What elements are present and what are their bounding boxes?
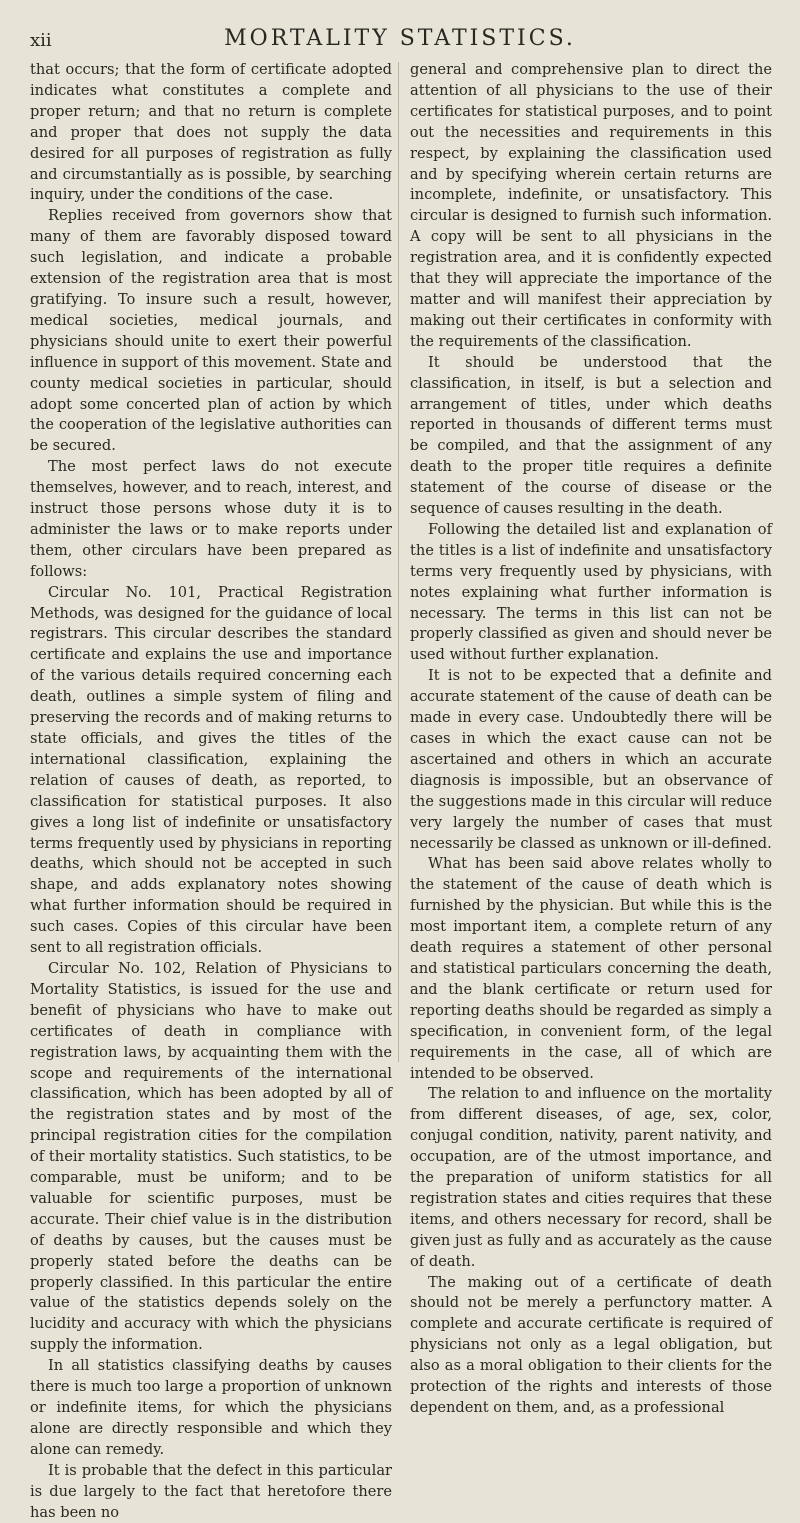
right-column [410, 60, 772, 1419]
paragraph: Circular No. 101, Practical Registration Methods, was designed for the guidance of local registrars. This circular describes the standard certificate and explains the use and importance of the various details required concerning each death, outlines a simple system of filing and preserving the records and of making returns to state officials, and gives the titles of the international classification, explaining the relation of causes of death, as reported, to classification for statistical purposes. It also gives a long list of indefinite or unsatisfactory terms frequently used by physicians in reporting deaths, which should not be accepted in such shape, and adds explanatory notes showing what further information should be required in such cases. Copies of this circular have been sent to all registration officials. [30, 583, 392, 957]
paragraph: It is not to be expected that a definite and accurate statement of the cause of death can be made in every case. Undoubtedly there will be cases in which the exact cause can not be ascertained and others in which an accurate diagnosis is impossible, but an observance of the suggestions made in this circular will reduce very largely the number of cases that must necessarily be classed as unknown or ill-defined. [410, 667, 772, 852]
running-title: MORTALITY STATISTICS. [224, 26, 576, 51]
paragraph: What has been said above relates wholly to the statement of the cause of death which is furnished by the physician. But while this is the most important item, a complete return of any death requires a statement of other personal and statistical particulars concerning the death, and the blank certificate or return used for reporting deaths should be regarded as simply a specification, in convenient form, of the legal requirements in the case, all of which are intended to be observed. [410, 855, 772, 1082]
left-column [30, 60, 392, 1523]
page-header [0, 16, 800, 56]
paragraph: The making out of a certificate of death should not be merely a perfunctory matter. A complete and accurate certificate is required of physicians not only as a legal obligation, but also as a moral obligation to their clients for the protection of the rights and interests of those dependent on them, and, as a professional [410, 1273, 772, 1416]
paragraph: Circular No. 102, Relation of Physicians to Mortality Statistics, is issued for the use and benefit of physicians who have to make out certificates of death in compliance with registration laws, by acquainting them with the scope and requirements of the international classification, which has been adopted by all of the registration states and by most of the principal registration cities for the compilation of their mortality statistics. Such statistics, to be comparable, must be uniform; and to be valuable for scientific purposes, must be accurate. Their chief value is in the distribution of deaths by causes, but the causes must be properly stated before the deaths can be properly classified. In this particular the entire value of the statistics depends solely on the lucidity and accuracy with which the physicians supply the information. [30, 959, 392, 1354]
paragraph: The most perfect laws do not execute themselves, however, and to reach, interest, and instruct those persons whose duty it is to administer the laws or to make reports under them, other circulars have been prepared as follows: [30, 458, 392, 580]
paragraph: that occurs; that the form of certificate adopted indicates what constitutes a complete and proper return; and that no return is complete and proper that does not supply the data desired for all purposes of registration as fully and circumstantially as is possible, by searching inquiry, under the conditions of the case. [30, 61, 392, 204]
paragraph: general and comprehensive plan to direct the attention of all physicians to the use of their certificates for statistical purposes, and to point out the necessities and requirements in this respect, by explaining the classification used and by specifying wherein certain returns are incomplete, indefinite, or unsatisfactory. This circular is designed to furnish such information. A copy will be sent to all physicians in the registration area, and it is confidently expected that they will appreciate the importance of the matter and will manifest their appreciation by making out their certificates in conformity with the requirements of the classification. [410, 61, 772, 350]
column-divider [398, 62, 399, 1062]
paragraph: Replies received from governors show that many of them are favorably disposed toward such legislation, and indicate a probable extension of the registration area that is most gratifying. To insure such a result, however, medical societies, medical journals, and physicians should unite to exert their powerful influence in support of this movement. State and county medical societies in particular, should adopt some concerted plan of action by which the cooperation of the legislative authorities can be secured. [30, 207, 392, 455]
paragraph: In all statistics classifying deaths by causes there is much too large a proportion of unknown or indefinite items, for which the physicians alone are directly responsible and which they alone can remedy. [30, 1357, 392, 1458]
page-number: xii [30, 30, 52, 51]
paragraph: It should be understood that the classification, in itself, is but a selection and arrangement of titles, under which deaths reported in thousands of different terms must be compiled, and that the assignment of any death to the proper title requires a definite statement of the course of disease or the sequence of causes resulting in the death. [410, 353, 772, 518]
paragraph: Following the detailed list and explanation of the titles is a list of indefinite and unsatisfactory terms very frequently used by physicians, with notes explaining what further information is necessary. The terms in this list can not be properly classified as given and should never be used without further explanation. [410, 520, 772, 664]
paragraph: It is probable that the defect in this particular is due largely to the fact that heretofore there has been no [30, 1461, 392, 1521]
paragraph: The relation to and influence on the mortality from different diseases, of age, sex, color, conjugal condition, nativity, parent nativity, and occupation, are of the utmost importance, and the preparation of uniform statistics for all registration states and cities requires that these items, and others necessary for record, shall be given just as fully and as accurately as the cause of death. [410, 1085, 772, 1270]
